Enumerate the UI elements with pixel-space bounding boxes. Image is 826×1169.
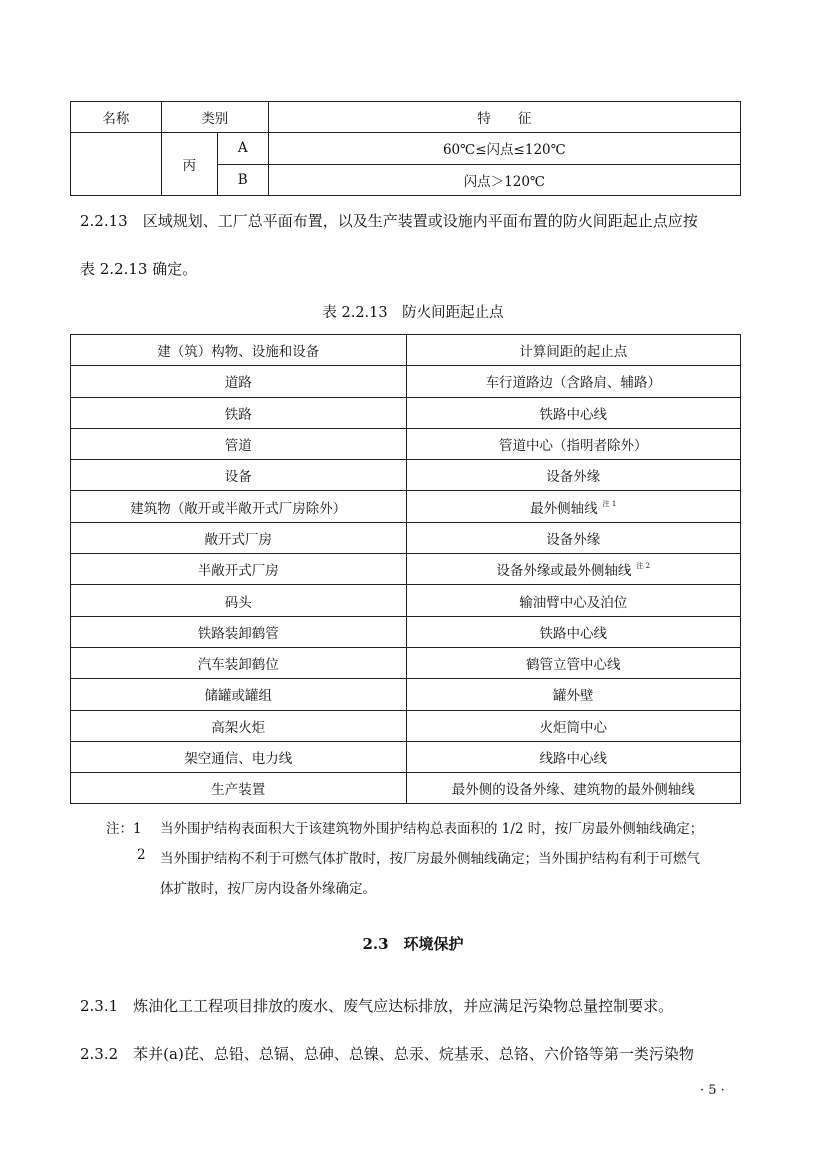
start-end-point-cell <box>406 366 741 397</box>
header-start-end-point: 计算间距的起止点 <box>406 335 741 366</box>
start-end-point-text: 最外侧轴线 <box>530 500 598 517</box>
start-end-point-cell <box>406 522 741 553</box>
structure-cell: 高架火炬 <box>71 710 407 741</box>
structure-cell: 管道 <box>71 428 407 459</box>
structure-cell: 设备 <box>71 460 407 491</box>
structure-cell: 汽车装卸鹤位 <box>71 647 407 678</box>
start-end-point-cell <box>406 710 741 741</box>
start-end-point-text: 车行道路边（含路肩、辅路） <box>485 375 661 392</box>
clause-2-2-13-line2: 表 2.2.13 确定。 <box>80 260 198 278</box>
clause-2-3-1: 2.3.1 炼油化工工程项目排放的废水、废气应达标排放，并应满足污染物总量控制要求。 <box>80 997 674 1015</box>
table-header-row <box>71 335 741 366</box>
note-1: 当外围护结构表面积大于该建筑物外围护结构总表面积的 1/2 时，按厂房最外侧轴线确定； <box>160 821 704 837</box>
note-label: 注：1 <box>106 821 142 837</box>
table-row <box>71 366 741 397</box>
table-row <box>71 460 741 491</box>
start-end-point-cell <box>406 679 741 710</box>
start-end-point-cell <box>406 616 741 647</box>
page-number: · 5 · <box>700 1083 725 1098</box>
footnote-ref: 注 1 <box>602 499 617 508</box>
structure-cell: 码头 <box>71 585 407 616</box>
structure-cell: 半敞开式厂房 <box>71 554 407 585</box>
start-end-point-text: 设备外缘 <box>546 531 601 548</box>
classification-table <box>70 101 741 196</box>
table-header-row <box>71 102 741 133</box>
structure-cell: 生产装置 <box>71 773 407 804</box>
table-row <box>71 585 741 616</box>
note-2-line1: 当外围护结构不利于可燃气体扩散时，按厂房最外侧轴线确定；当外围护结构有利于可燃气 <box>160 851 700 867</box>
start-end-point-text: 铁路中心线 <box>539 406 607 423</box>
start-end-point-cell <box>406 428 741 459</box>
start-end-point-cell <box>406 647 741 678</box>
start-end-point-cell <box>406 460 741 491</box>
start-end-point-cell <box>406 585 741 616</box>
table-row <box>71 679 741 710</box>
start-end-point-text: 设备外缘 <box>546 469 601 486</box>
table-row <box>71 616 741 647</box>
header-category: 类别 <box>161 102 268 133</box>
start-end-point-text: 鹤管立管中心线 <box>526 657 621 674</box>
note-2-number: 2 <box>137 847 146 863</box>
table-row <box>71 647 741 678</box>
structure-cell: 铁路装卸鹤管 <box>71 616 407 647</box>
feature-cell: 闪点＞120℃ <box>268 164 740 195</box>
table-row <box>71 491 741 522</box>
start-end-point-cell <box>406 741 741 772</box>
table-row <box>71 133 741 164</box>
header-structure: 建（筑）构物、设施和设备 <box>71 335 407 366</box>
table-row <box>71 773 741 804</box>
structure-cell: 架空通信、电力线 <box>71 741 407 772</box>
name-cell <box>71 133 162 196</box>
structure-cell: 铁路 <box>71 397 407 428</box>
structure-cell: 建筑物（敞开或半敞开式厂房除外） <box>71 491 407 522</box>
section-heading: 2.3 环境保护 <box>362 935 464 953</box>
feature-cell: 60℃≤闪点≤120℃ <box>268 133 740 164</box>
start-end-point-text: 铁路中心线 <box>539 625 607 642</box>
table-row <box>71 522 741 553</box>
table-row <box>71 428 741 459</box>
start-end-point-text: 火炬筒中心 <box>539 719 607 736</box>
subclass-cell: A <box>217 133 268 164</box>
start-end-point-cell <box>406 491 741 522</box>
structure-cell: 道路 <box>71 366 407 397</box>
table-row <box>71 554 741 585</box>
start-end-point-cell <box>406 397 741 428</box>
clause-2-2-13-line1: 2.2.13 区域规划、工厂总平面布置，以及生产装置或设施内平面布置的防火间距起止点应按 <box>80 212 698 230</box>
start-end-point-cell <box>406 554 741 585</box>
table-caption: 表 2.2.13 防火间距起止点 <box>322 305 504 321</box>
clause-2-3-2: 2.3.2 苯并(a)芘、总铅、总镉、总砷、总镍、总汞、烷基汞、总铬、六价铬等第一类污染物 <box>80 1045 694 1063</box>
start-end-point-text: 线路中心线 <box>539 751 607 767</box>
start-end-point-text: 设备外缘或最外侧轴线 <box>496 563 632 580</box>
structure-cell: 储罐或罐组 <box>71 679 407 710</box>
start-end-point-text: 输油臂中心及泊位 <box>519 594 628 611</box>
start-end-point-text: 最外侧的设备外缘、建筑物的最外侧轴线 <box>451 782 695 799</box>
subclass-cell: B <box>217 164 268 195</box>
footnote-ref: 注 2 <box>636 562 651 571</box>
table-row <box>71 397 741 428</box>
table-row <box>71 710 741 741</box>
header-feature: 特 征 <box>268 102 740 133</box>
fire-distance-table <box>70 334 741 804</box>
note-2-line2: 体扩散时，按厂房内设备外缘确定。 <box>160 881 376 897</box>
table-row <box>71 741 741 772</box>
start-end-point-text: 管道中心（指明者除外） <box>499 438 648 455</box>
start-end-point-text: 罐外壁 <box>553 688 594 705</box>
start-end-point-cell <box>406 773 741 804</box>
header-name: 名称 <box>71 102 162 133</box>
class-cell: 丙 <box>161 133 217 196</box>
structure-cell: 敞开式厂房 <box>71 522 407 553</box>
